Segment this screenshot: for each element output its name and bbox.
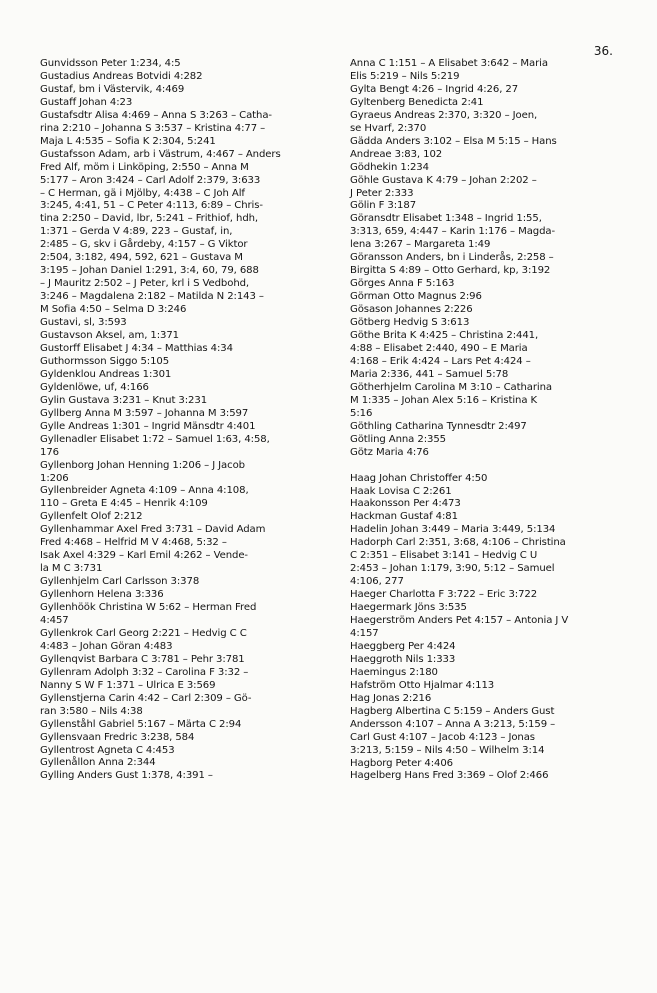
page-number: 36. xyxy=(593,44,613,58)
index-entry-line: Gustavi, sl, 3:593 xyxy=(40,317,127,329)
index-entry-line: Anna C 1:151 – A Elisabet 3:642 – Maria xyxy=(350,58,548,69)
index-entry-line: 3:213, 5:159 – Nils 4:50 – Wilhelm 3:14 xyxy=(350,744,545,756)
index-entry-line: Göthling Catharina Tynnesdtr 2:497 xyxy=(350,420,527,432)
index-entry-line: Gyllenbreider Agneta 4:109 – Anna 4:108, xyxy=(40,485,249,497)
index-entry-line: 4:457 xyxy=(40,614,69,626)
index-entry-line: Gyllenhöök Christina W 5:62 – Herman Fred xyxy=(40,602,257,614)
index-entry-line: Gunvidsson Peter 1:234, 4:5 xyxy=(40,58,181,69)
index-entry-line: Görman Otto Magnus 2:96 xyxy=(350,291,482,303)
index-entry-line: 4:157 xyxy=(350,627,379,639)
index-entry-line: 3:195 – Johan Daniel 1:291, 3:4, 60, 79, 688 xyxy=(40,265,259,277)
index-entry-line: Hadelin Johan 3:449 – Maria 3:449, 5:134 xyxy=(350,524,556,536)
index-entry-line: tina 2:250 – David, lbr, 5:241 – Frithiof, hdh, xyxy=(40,213,259,225)
index-entry-line: Gölin F 3:187 xyxy=(350,200,417,212)
index-entry-line: rina 2:210 – Johanna S 3:537 – Kristina 4:77 – xyxy=(40,122,266,134)
index-entry-line: J Peter 2:333 xyxy=(350,187,414,199)
index-entry-line: Haeggroth Nils 1:333 xyxy=(350,653,456,665)
index-entry-line: Hagborg Peter 4:406 xyxy=(350,757,454,769)
index-entry-line: Fred 4:468 – Helfrid M V 4:468, 5:32 – xyxy=(40,537,227,549)
index-entry-line: Isak Axel 4:329 – Karl Emil 4:262 – Vende- xyxy=(40,550,248,562)
index-entry-line: 4:483 – Johan Göran 4:483 xyxy=(40,640,173,652)
index-entry-line: 5:16 xyxy=(350,407,373,419)
index-entry-line: Gyllenhammar Axel Fred 3:731 – David Adam xyxy=(40,524,266,536)
index-entry-line: Gyllenhjelm Carl Carlsson 3:378 xyxy=(40,576,200,588)
index-entry-line: C 2:351 – Elisabet 3:141 – Hedvig C U xyxy=(350,550,538,562)
index-entry-line: Gyllenadler Elisabet 1:72 – Samuel 1:63, 4:58, xyxy=(40,433,270,445)
index-entry-line: Gustaf, bm i Västervik, 4:469 xyxy=(40,83,185,95)
index-entry-line: lena 3:267 – Margareta 1:49 xyxy=(350,239,491,251)
index-entry-line: Gyllenborg Johan Henning 1:206 – J Jacob xyxy=(40,459,245,471)
index-entry-line: Götz Maria 4:76 xyxy=(350,446,429,458)
index-entry-line: Gylle Andreas 1:301 – Ingrid Mänsdtr 4:401 xyxy=(40,420,256,432)
index-entry-line: Gyllentrost Agneta C 4:453 xyxy=(40,744,175,756)
index-entry-line: Gustavson Aksel, am, 1:371 xyxy=(40,330,179,342)
index-entry-line: – C Herman, gä i Mjölby, 4:438 – C Joh Alf xyxy=(40,187,245,199)
index-entry-line: Birgitta S 4:89 – Otto Gerhard, kp, 3:192 xyxy=(350,265,551,277)
index-entry-line: Gyllenram Adolph 3:32 – Carolina F 3:32 – xyxy=(40,666,249,678)
index-entry-line: Hadorph Carl 2:351, 3:68, 4:106 – Christina xyxy=(350,537,566,549)
index-column-left xyxy=(40,58,330,783)
index-entry-line: Gylin Gustava 3:231 – Knut 3:231 xyxy=(40,394,208,406)
index-entry-line: Gustaff Johan 4:23 xyxy=(40,96,133,108)
index-entry-line: 1:206 xyxy=(40,472,69,484)
index-entry-line: 3:313, 659, 4:447 – Karin 1:176 – Magda- xyxy=(350,226,556,238)
index-entry-line: Gyllensvaan Fredric 3:238, 584 xyxy=(40,731,195,743)
index-entry-line: Götling Anna 2:355 xyxy=(350,433,446,445)
index-entry-line: Gösason Johannes 2:226 xyxy=(350,304,473,316)
index-entry-line: 4:88 – Elisabet 2:440, 490 – E Maria xyxy=(350,342,528,354)
index-entry-line: 3:246 – Magdalena 2:182 – Matilda N 2:143 – xyxy=(40,291,264,303)
index-entry-line: Göhle Gustava K 4:79 – Johan 2:202 – xyxy=(350,174,537,186)
index-entry-line: Maria 2:336, 441 – Samuel 5:78 xyxy=(350,368,509,380)
index-entry-line: Gustadius Andreas Botvidi 4:282 xyxy=(40,70,203,82)
index-entry-line: 5:177 – Aron 3:424 – Carl Adolf 2:379, 3:633 xyxy=(40,174,261,186)
index-entry-line: Gustafsson Adam, arb i Västrum, 4:467 – Anders xyxy=(40,148,281,160)
index-entry-line: Gustafsdtr Alisa 4:469 – Anna S 3:263 – Catha- xyxy=(40,109,272,121)
index-entry-line: 110 – Greta E 4:45 – Henrik 4:109 xyxy=(40,498,208,510)
index-column-right xyxy=(350,58,628,783)
index-entry-line: Gödhekin 1:234 xyxy=(350,161,429,173)
index-entry-line: Guthormsson Siggo 5:105 xyxy=(40,355,170,367)
index-entry-line: Hagberg Albertina C 5:159 – Anders Gust xyxy=(350,705,555,717)
index-entry-line: M 1:335 – Johan Alex 5:16 – Kristina K xyxy=(350,394,538,406)
index-entry-line: Göransdtr Elisabet 1:348 – Ingrid 1:55, xyxy=(350,213,542,225)
index-entry-line: Haakonsson Per 4:473 xyxy=(350,498,461,510)
index-entry-line: Gyllenållon Anna 2:344 xyxy=(40,757,156,769)
section-gap xyxy=(350,460,628,473)
index-entry-line: Gyltenberg Benedicta 2:41 xyxy=(350,96,484,108)
index-entry-line: Gädda Anders 3:102 – Elsa M 5:15 – Hans xyxy=(350,135,557,147)
index-entry-line: Gylta Bengt 4:26 – Ingrid 4:26, 27 xyxy=(350,83,519,95)
index-entry-line: Gyllenqvist Barbara C 3:781 – Pehr 3:781 xyxy=(40,653,245,665)
index-entry-line: Gustorff Elisabet J 4:34 – Matthias 4:34 xyxy=(40,342,233,354)
index-entry-line: 176 xyxy=(40,446,59,458)
index-entry-line: Haak Lovisa C 2:261 xyxy=(350,485,452,497)
index-entry-line: Gyldenklou Andreas 1:301 xyxy=(40,368,172,380)
index-entry-line: Gyllenfelt Olof 2:212 xyxy=(40,511,143,523)
index-entry-line: 2:485 – G, skv i Gårdeby, 4:157 – G Viktor xyxy=(40,239,248,251)
index-entry-line: Gyraeus Andreas 2:370, 3:320 – Joen, xyxy=(350,109,538,121)
index-entry-line: – J Mauritz 2:502 – J Peter, krl i S Vedbohd, xyxy=(40,278,250,290)
index-entry-line: Elis 5:219 – Nils 5:219 xyxy=(350,70,460,82)
index-entry-line: Andersson 4:107 – Anna A 3:213, 5:159 – xyxy=(350,718,556,730)
index-entry-line: Haag Johan Christoffer 4:50 xyxy=(350,472,488,484)
index-entry-line: Haeger Charlotta F 3:722 – Eric 3:722 xyxy=(350,589,538,601)
index-entry-line: M Sofia 4:50 – Selma D 3:246 xyxy=(40,304,187,316)
index-entry-line: 4:106, 277 xyxy=(350,576,404,588)
index-entry-line: se Hvarf, 2:370 xyxy=(350,122,427,134)
index-entry-line: Gyldenlöwe, uf, 4:166 xyxy=(40,381,149,393)
index-entry-line: Gyllenhorn Helena 3:336 xyxy=(40,589,164,601)
index-entry-line: Maja L 4:535 – Sofia K 2:304, 5:241 xyxy=(40,135,216,147)
index-entry-line: Gyllberg Anna M 3:597 – Johanna M 3:597 xyxy=(40,407,249,419)
index-entry-line: Gyllenkrok Carl Georg 2:221 – Hedvig C C xyxy=(40,627,247,639)
index-entry-line: ran 3:580 – Nils 4:38 xyxy=(40,705,143,717)
index-entry-line: 2:453 – Johan 1:179, 3:90, 5:12 – Samuel xyxy=(350,563,555,575)
index-entry-line: Carl Gust 4:107 – Jacob 4:123 – Jonas xyxy=(350,731,535,743)
index-entry-line: Hafström Otto Hjalmar 4:113 xyxy=(350,679,495,691)
index-entry-line: Nanny S W F 1:371 – Ulrica E 3:569 xyxy=(40,679,216,691)
index-entry-line: Götherhjelm Carolina M 3:10 – Catharina xyxy=(350,381,552,393)
index-entry-line: Götberg Hedvig S 3:613 xyxy=(350,317,470,329)
index-entry-line: Gyllenstjerna Carin 4:42 – Carl 2:309 – Gö- xyxy=(40,692,252,704)
index-entry-line: Görges Anna F 5:163 xyxy=(350,278,455,290)
index-entry-line: Andreae 3:83, 102 xyxy=(350,148,443,160)
index-entry-line: la M C 3:731 xyxy=(40,563,103,575)
index-entry-line: 4:168 – Erik 4:424 – Lars Pet 4:424 – xyxy=(350,355,531,367)
index-entry-line: Gyllenståhl Gabriel 5:167 – Märta C 2:94 xyxy=(40,718,242,730)
index-entry-line: Fred Alf, möm i Linköping, 2:550 – Anna M xyxy=(40,161,249,173)
index-entry-line: 3:245, 4:41, 51 – C Peter 4:113, 6:89 – Chris- xyxy=(40,200,263,212)
index-entry-line: Gylling Anders Gust 1:378, 4:391 – xyxy=(40,770,213,782)
index-entry-line: Hackman Gustaf 4:81 xyxy=(350,511,458,523)
index-entry-line: Haegermark Jöns 3:535 xyxy=(350,602,467,614)
index-entry-line: Haeggberg Per 4:424 xyxy=(350,640,456,652)
index-entry-line: Göthe Brita K 4:425 – Christina 2:441, xyxy=(350,330,539,342)
index-entry-line: 2:504, 3:182, 494, 592, 621 – Gustava M xyxy=(40,252,243,264)
index-entry-line: Haegerström Anders Pet 4:157 – Antonia J V xyxy=(350,615,569,627)
index-entry-line: Hag Jonas 2:216 xyxy=(350,692,432,704)
index-entry-line: Hagelberg Hans Fred 3:369 – Olof 2:466 xyxy=(350,770,549,782)
index-entry-line: Haemingus 2:180 xyxy=(350,666,438,678)
index-entry-line: Göransson Anders, bn i Linderås, 2:258 – xyxy=(350,252,554,264)
index-entry-line: 1:371 – Gerda V 4:89, 223 – Gustaf, in, xyxy=(40,226,233,238)
